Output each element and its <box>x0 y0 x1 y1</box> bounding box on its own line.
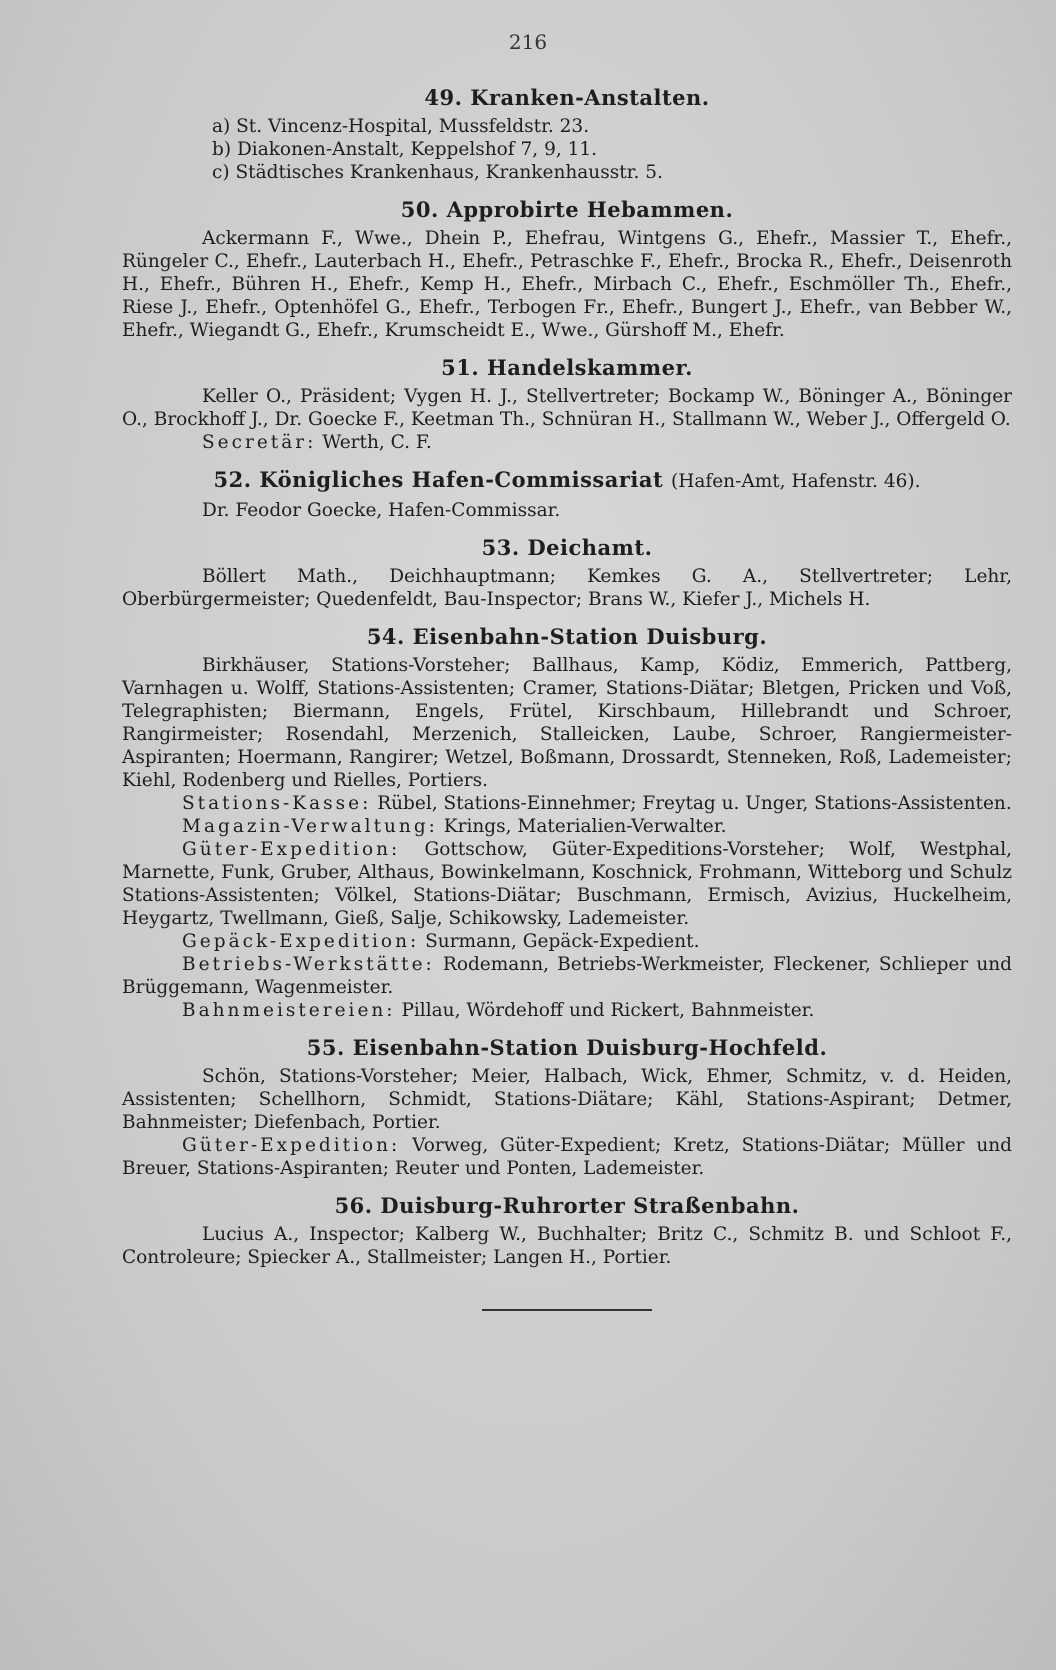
bahnmeistereien-label: Bahnmeistereien: <box>182 1000 396 1021</box>
gepaeck-label: Gepäck-Expedition: <box>182 931 420 952</box>
section-54-kasse <box>122 792 1012 815</box>
section-54-heading: 54. Eisenbahn-Station Duisburg. <box>366 624 768 649</box>
section-50-heading: 50. Approbirte Hebammen. <box>400 197 734 222</box>
section-50-text: Ackermann F., Wwe., Dhein P., Ehefrau, Wintgens G., Ehefr., Massier T., Ehefr., Rüngeler C., Ehefr., Lauterbach H., Ehefr., Petraschke F., Ehefr., Brocka R., Ehefr., Deisenroth H., Ehefr., Bühren H., Ehefr., Kemp H., Ehefr., Mirbach C., Ehefr., Eschmöller Th., Ehefr., Riese J., Ehefr., Optenhöfel G., Ehefr., Terbogen Fr., Ehefr., Bungert J., Ehefr., van Bebber W., Ehefr., Wiegandt G., Ehefr., Krumscheidt E., Wwe., Gürshoff M., Ehefr. <box>122 228 1012 341</box>
section-54-gueter <box>122 838 1012 930</box>
werkstaette-text: Rodemann, Betriebs-Werkmeister, Fleckener, Schlieper und Brüggemann, Wagenmeister. <box>122 954 1012 998</box>
section-52-heading-line <box>122 468 1012 493</box>
section-54-werkstaette <box>122 953 1012 999</box>
section-54-magazin <box>122 815 1012 838</box>
gueter-label: Güter-Expedition: <box>182 839 401 860</box>
bahnmeistereien-text: Pillau, Wördehoff und Rickert, Bahnmeister. <box>401 1000 815 1021</box>
section-54-gepaeck <box>122 930 1012 953</box>
section-49-item-a: a) St. Vincenz-Hospital, Mussfeldstr. 23. <box>212 116 590 137</box>
secretary-name: Werth, C. F. <box>322 432 432 453</box>
section-54-bahnmeistereien <box>122 999 1012 1022</box>
section-55-gueter <box>122 1134 1012 1180</box>
section-56-text: Lucius A., Inspector; Kalberg W., Buchhalter; Britz C., Schmitz B. und Schloot F., Controleure; Spiecker A., Stallmeister; Langen H., Portier. <box>122 1224 1012 1268</box>
kasse-label: Stations-Kasse: <box>182 793 372 814</box>
section-49-item-b: b) Diakonen-Anstalt, Keppelshof 7, 9, 11. <box>212 139 598 160</box>
end-rule <box>482 1309 652 1311</box>
gepaeck-text: Surmann, Gepäck-Expedient. <box>425 931 700 952</box>
secretary-label: Secretär: <box>202 432 317 453</box>
magazin-label: Magazin-Verwaltung: <box>182 816 438 837</box>
section-52-heading: 52. Königliches Hafen-Commissariat <box>213 467 664 492</box>
section-51-secretary-line <box>122 431 1012 454</box>
section-53-text: Böllert Math., Deichhauptmann; Kemkes G. A., Stellvertreter; Lehr, Oberbürgermeister; Quedenfeldt, Bau-Inspector; Brans W., Kiefer J., Michels H. <box>122 566 1012 610</box>
section-51-text: Keller O., Präsident; Vygen H. J., Stellvertreter; Bockamp W., Böninger A., Böninger O., Brockhoff J., Dr. Goecke F., Keetman Th., Schnüran H., Stallmann W., Weber J., Offergeld O. <box>122 386 1012 430</box>
section-49-item-c: c) Städtisches Krankenhaus, Krankenhausstr. 5. <box>212 162 663 183</box>
page-content <box>122 72 1012 1311</box>
kasse-text: Rübel, Stations-Einnehmer; Freytag u. Unger, Stations-Assistenten. <box>377 793 1012 814</box>
section-55-heading: 55. Eisenbahn-Station Duisburg-Hochfeld. <box>306 1035 828 1060</box>
s55-gueter-label: Güter-Expedition: <box>182 1135 401 1156</box>
gueter-text: Gottschow, Güter-Expeditions-Vorsteher; Wolf, Westphal, Marnette, Funk, Gruber, Althaus, Bowinkelmann, Koschnick, Frohmann, Witteborg und Schulz Stations-Assistenten; Völkel, Stations-Diätar; Buschmann, Ermisch, Avizius, Huckelheim, Heygartz, Twellmann, Gieß, Salje, Schikowsky, Lademeister. <box>122 839 1012 929</box>
magazin-text: Krings, Materialien-Verwalter. <box>443 816 727 837</box>
section-52-heading-note: (Hafen-Amt, Hafenstr. 46). <box>671 471 921 492</box>
section-53-heading: 53. Deichamt. <box>481 535 653 560</box>
section-49-heading: 49. Kranken-Anstalten. <box>424 85 710 110</box>
section-52-text: Dr. Feodor Goecke, Hafen-Commissar. <box>202 500 561 521</box>
section-54-text: Birkhäuser, Stations-Vorsteher; Ballhaus, Kamp, Ködiz, Emmerich, Pattberg, Varnhagen u. Wolff, Stations-Assistenten; Cramer, Stations-Diätar; Bletgen, Pricken und Voß, Telegraphisten; Biermann, Engels, Frütel, Kirschbaum, Hillebrandt und Schroer, Rangirmeister; Rosendahl, Merzenich, Stalleicken, Laube, Schroer, Rangiermeister-Aspiranten; Hoermann, Rangirer; Wetzel, Boßmann, Drossardt, Stenneken, Roß, Lademeister; Kiehl, Rodenberg und Rielles, Portiers. <box>122 655 1012 791</box>
section-56-heading: 56. Duisburg-Ruhrorter Straßenbahn. <box>334 1193 800 1218</box>
page-number: 216 <box>508 30 548 54</box>
section-51-heading: 51. Handelskammer. <box>441 355 693 380</box>
section-55-text: Schön, Stations-Vorsteher; Meier, Halbach, Wick, Ehmer, Schmitz, v. d. Heiden, Assistenten; Schellhorn, Schmidt, Stations-Diätare; Kähl, Stations-Aspirant; Detmer, Bahnmeister; Diefenbach, Portier. <box>122 1066 1012 1133</box>
s55-gueter-text: Vorweg, Güter-Expedient; Kretz, Stations-Diätar; Müller und Breuer, Stations-Aspiranten; Reuter und Ponten, Lademeister. <box>122 1135 1012 1179</box>
werkstaette-label: Betriebs-Werkstätte: <box>182 954 435 975</box>
